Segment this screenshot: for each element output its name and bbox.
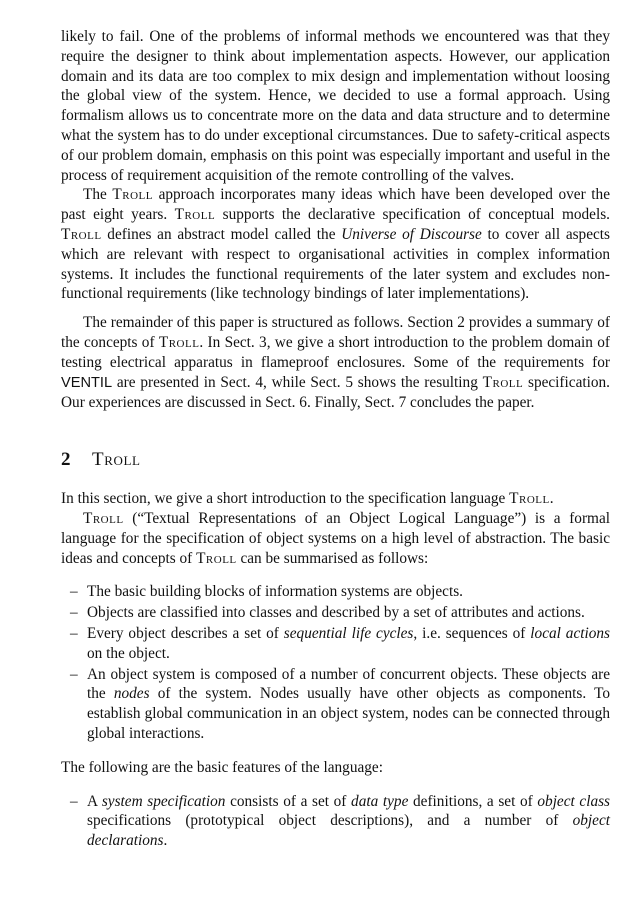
section-paragraph-2: Troll (“Textual Representations of an Object Logical Language”) is a formal language for the specification of object systems on a high level of abstraction. The basic ideas and concepts of Troll can be summarised as follows: — [61, 509, 610, 567]
troll-name: Troll — [61, 225, 102, 243]
list-item: – A system specification consists of a set of data type definitions, a set of object class specifications (prototypical object descriptions), and a number of object declarations. — [70, 792, 611, 850]
features-list — [61, 792, 610, 851]
section-paragraph-1: In this section, we give a short introduction to the specification language Troll. — [61, 490, 554, 508]
dash-marker: – — [70, 665, 78, 683]
dash-marker: – — [70, 604, 78, 622]
list-item: – Objects are classified into classes and described by a set of attributes and actions. — [70, 604, 585, 622]
troll-name: Troll — [482, 373, 524, 391]
list-item: – An object system is composed of a number of concurrent objects. These objects are the nodes of the system. Nodes usually have other objects as components. To establish global communication in an object system, nodes can be connected through global interactions. — [70, 665, 611, 742]
troll-name: Troll — [158, 333, 200, 351]
troll-name: Troll — [174, 206, 216, 224]
intro-paragraph-1: likely to fail. One of the problems of informal methods we encountered was that they require the designer to think about implementation aspects. However, our application domain and its data are too complex to mix design and implementation without loosing the global view of the system. Hence, we decided to use a formal approach. Using formalism allows us to concentrate more on the data and data structure and to determine what the system has to do under exceptional circumstances. Due to safety-critical aspects of our problem domain, emphasis on this point was especially important and useful in the process of requirement acquisition of the remote controlling of the valves. — [61, 28, 610, 184]
dash-marker: – — [70, 792, 78, 810]
section-number: 2 — [61, 449, 71, 471]
dash-marker: – — [70, 624, 78, 642]
ventil-name: VENTIL — [61, 374, 113, 391]
intro-paragraph-2: The Troll approach incorporates many ideas which have been developed over the past eight years. Troll supports the declarative specification of conceptual models. Troll defines an abstract model called the Universe of Discourse to cover all aspects which are relevant with respect to organisational activities in complex information systems. It includes the functional requirements of the later system and excludes non-functional requirements (like technology bindings of later implementations). — [61, 186, 610, 303]
universe-of-discourse-term: Universe of Discourse — [341, 225, 482, 243]
list-item: – Every object describes a set of sequential life cycles, i.e. sequences of local actions on the object. — [70, 624, 610, 662]
concepts-list — [61, 582, 610, 743]
troll-name: Troll — [509, 490, 550, 508]
section-paragraph-3: The following are the basic features of the language: — [61, 758, 383, 776]
dash-marker: – — [70, 583, 78, 601]
intro-paragraph-3: The remainder of this paper is structured as follows. Section 2 provides a summary of the concepts of Troll. In Sect. 3, we give a short introduction to the problem domain of testing electrical apparatus in flameproof enclosures. Some of the requirements for VENTIL are presented in Sect. 4, while Sect. 5 shows the resulting Troll specification. Our experiences are discussed in Sect. 6. Finally, Sect. 7 concludes the paper. — [61, 314, 611, 412]
troll-name: Troll — [196, 549, 237, 567]
list-item: – The basic building blocks of information systems are objects. — [70, 583, 463, 601]
troll-name: Troll — [83, 509, 124, 527]
paper-page — [61, 27, 610, 865]
section-title: Troll — [92, 449, 141, 471]
troll-name: Troll — [112, 186, 153, 204]
section-heading — [61, 449, 610, 471]
